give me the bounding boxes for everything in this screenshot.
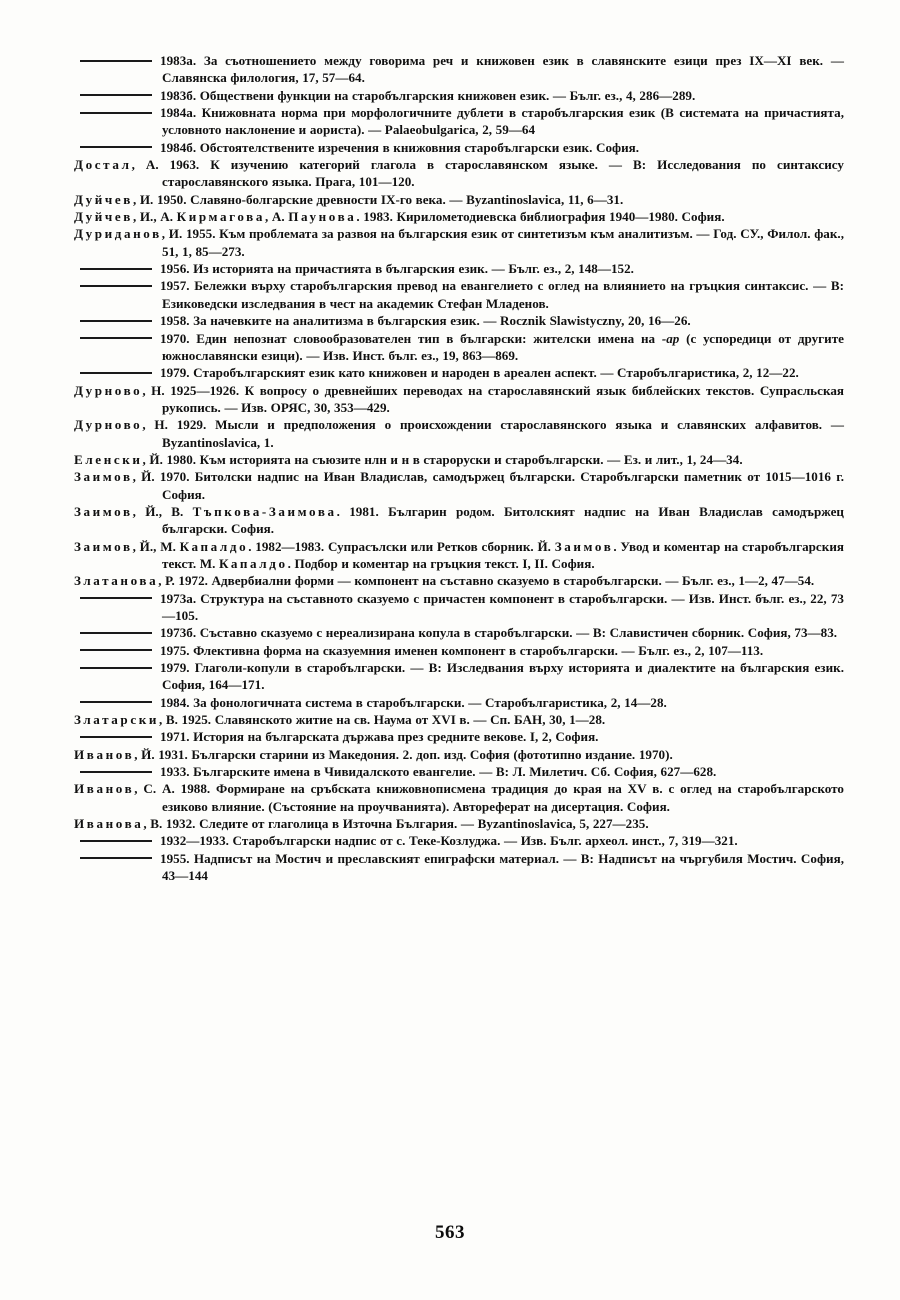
entry-text: . Подбор и коментар на гръцкия текст. I, II. София.: [287, 555, 595, 571]
entry-text: , Н. 1929. Мысли и предположения о происхождении старославянского языка и славянских алфавитов. — Byzantinoslavica, 1.: [142, 417, 844, 450]
bibliography-entry: [74, 503, 844, 538]
repeated-author-dash-icon: [80, 667, 152, 669]
entry-author-name: Паунова: [288, 209, 357, 225]
entry-author-name: Тъпкова-Заимова: [192, 503, 337, 519]
repeated-author-dash-icon: [80, 857, 152, 859]
repeated-author-dash-icon: [80, 112, 152, 114]
entry-text: 1984. За фонологичната система в старобългарски. — Старобългаристика, 2, 14—28.: [160, 694, 667, 710]
repeated-author-dash-icon: [80, 337, 152, 339]
entry-author-name: Дуйчев: [74, 191, 133, 207]
bibliography-entry: [74, 104, 844, 139]
bibliography-list: [74, 52, 844, 885]
entry-text: 1979. Старобългарският език като книжовен и народен в ареален аспект. — Старобългаристика, 2, 12—22.: [160, 365, 799, 381]
entry-text: . Увод и коментар на старобългарския текст. М.: [162, 538, 844, 571]
repeated-author-dash-icon: [80, 736, 152, 738]
entry-author-name: Иванов: [74, 781, 135, 797]
bibliography-entry: [74, 711, 844, 728]
bibliography-entry: [74, 572, 844, 589]
repeated-author-dash-icon: [80, 268, 152, 270]
entry-text: 1983а. За съотношението между говорима реч и книжовен език в славянските езици през IX—XI век. — Славянска филология, 17, 57—64.: [160, 53, 844, 86]
bibliography-entry: [74, 780, 844, 815]
repeated-author-dash-icon: [80, 840, 152, 842]
bibliography-entry: [74, 832, 844, 849]
entry-text: , А. 1963. К изучению категорий глагола в старославянском языке. — В: Исследования по синтаксису старославянского языка. Прага, 101—120.: [131, 157, 844, 190]
repeated-author-dash-icon: [80, 649, 152, 651]
entry-text: 1975. Флективна форма на сказуемния именен компонент в старобългарски. — Бълг. ез., 2, 107—113.: [160, 642, 764, 658]
entry-text: 1955. Надписът на Мостич и преславският епиграфски материал. — В: Надписът на чъргубиля Мостич. София, 43—144: [160, 850, 844, 884]
entry-text: 1979. Глаголи-копули в старобългарски. — В: Изследвания върху историята и диалектите на българския език. София, 164—171.: [160, 660, 844, 693]
entry-text: 1984б. Обстоятелствените изречения в книжовния старобългарски език. София.: [160, 139, 640, 155]
bibliography-entry: [74, 746, 844, 763]
entry-author-name: Достал: [74, 157, 132, 173]
bibliography-entry: [74, 139, 844, 156]
entry-text: 1984а. Книжовната норма при морфологичните дублети в старобългарския език (В системата на причастията, условното наклонение и аориста). — Palaeobulgarica, 2, 59—64: [160, 105, 844, 138]
entry-text: 1932—1933. Старобългарски надпис от с. Теке-Козлуджа. — Изв. Бълг. археол. инст., 7, 319—321.: [160, 833, 738, 849]
entry-text: , Й. 1980. Към историята на съюзите нлн и н в староруски и старобългарски. — Ез. и лит., 1, 24—34.: [142, 451, 743, 467]
repeated-author-dash-icon: [80, 320, 152, 322]
entry-text: , Й. 1970. Битолски надпис на Иван Владислав, самодържец български. Старобългарски паметник от 1015—1016 г. София.: [132, 469, 844, 502]
bibliography-entry: [74, 590, 844, 625]
entry-text: 1958. За начевките на аналитизма в българския език. — Rocznik Slawistyczny, 20, 16—26.: [160, 313, 691, 329]
entry-author-name: Капалдо: [218, 555, 288, 571]
entry-author-name: Кирмагова: [176, 209, 265, 225]
repeated-author-dash-icon: [80, 94, 152, 96]
entry-author-name: Златарски: [74, 712, 160, 728]
entry-author-name: Заимов: [74, 538, 133, 554]
entry-text: , А.: [264, 209, 289, 225]
entry-text: , Й. 1931. Български старини из Македония. 2. доп. изд. София (фототипно издание. 1970).: [134, 746, 673, 762]
entry-author-name: Капалдо: [179, 538, 249, 554]
entry-author-name: Заимов: [74, 469, 133, 485]
bibliography-entry: [74, 191, 844, 208]
bibliography-entry: [74, 225, 844, 260]
repeated-author-dash-icon: [80, 146, 152, 148]
entry-text: . 1981. Българин родом. Битолският надпис на Иван Владислав самодържец български. София.: [162, 503, 844, 537]
bibliography-entry: [74, 364, 844, 381]
repeated-author-dash-icon: [80, 372, 152, 374]
entry-author-name: Златанова: [74, 573, 159, 589]
bibliography-entry: [74, 87, 844, 104]
repeated-author-dash-icon: [80, 632, 152, 634]
entry-text: . 1982—1983. Супрасълски или Ретков сборник. Й.: [248, 538, 555, 554]
entry-author-name: Дурново: [74, 417, 143, 433]
entry-text: 1973б. Съставно сказуемо с нереализирана копула в старобългарски. — В: Славистичен сборник. София, 73—83.: [160, 625, 838, 641]
repeated-author-dash-icon: [80, 771, 152, 773]
entry-text: 1970. Един непознат словообразователен тип в български: жителски имена на: [160, 330, 662, 346]
entry-text: 1933. Българските имена в Чивидалското евангелие. — В: Л. Милетич. Сб. София, 627—628.: [160, 764, 717, 780]
entry-text: , Й., В.: [132, 503, 193, 519]
entry-text: , Р. 1972. Адвербиални форми — компонент на съставно сказуемо в старобългарски. — Бълг. ез., 1—2, 47—54.: [158, 573, 815, 589]
bibliography-entry: [74, 728, 844, 745]
entry-text: 1957. Бележки върху старобългарския превод на евангелието с оглед на влиянието на гръцкия синтаксис. — В: Езиковедски изследвания в чест на академик Стефан Младенов.: [160, 278, 844, 311]
entry-author-name: Заимов: [554, 538, 614, 554]
bibliography-entry: [74, 416, 844, 451]
repeated-author-dash-icon: [80, 701, 152, 703]
bibliography-entry: [74, 624, 844, 641]
entry-text: . 1983. Кирилометодиевска библиография 1940—1980. София.: [356, 209, 725, 225]
entry-author-name: Дуриданов: [74, 226, 162, 242]
bibliography-entry: [74, 850, 844, 885]
bibliography-entry: [74, 156, 844, 191]
repeated-author-dash-icon: [80, 597, 152, 599]
entry-text: 1971. История на българската държава през средните векове. I, 2, София.: [160, 729, 599, 745]
entry-text: , И., А.: [132, 209, 177, 225]
entry-author-name: Дуйчев: [74, 209, 133, 225]
bibliography-entry: [74, 694, 844, 711]
repeated-author-dash-icon: [80, 60, 152, 62]
entry-italic-term: -ар: [661, 330, 680, 346]
bibliography-entry: [74, 763, 844, 780]
entry-text: (с успоредици от другите южнославянски езици). — Изв. Инст. бълг. ез., 19, 863—869.: [162, 330, 844, 363]
bibliography-entry: [74, 451, 844, 468]
entry-text: 1983б. Обществени функции на старобългарския книжовен език. — Бълг. ез., 4, 286—289.: [160, 87, 696, 103]
bibliography-entry: [74, 330, 844, 365]
entry-text: , С. А. 1988. Формиране на сръбската книжовнописмена традиция до края на XV в. с оглед на старобългарското езиково влияние. (Състояние на проучванията). Автореферат на дисертация. София.: [134, 781, 844, 814]
repeated-author-dash-icon: [80, 285, 152, 287]
page-number: 563: [435, 1222, 465, 1243]
bibliography-entry: [74, 642, 844, 659]
entry-text: , Й., М.: [132, 538, 180, 554]
entry-text: 1973а. Структура на съставното сказуемо с причастен компонент в старобългарски. — Изв. Инст. бълг. ез., 22, 73—105.: [160, 590, 844, 623]
bibliography-entry: [74, 277, 844, 312]
entry-author-name: Дурново: [74, 382, 143, 398]
entry-text: 1956. Из историята на причастията в българския език. — Бълг. ез., 2, 148—152.: [160, 261, 634, 277]
bibliography-entry: [74, 260, 844, 277]
bibliography-entry: [74, 538, 844, 573]
entry-text: , В. 1932. Следите от глаголица в Източна България. — Byzantinoslavica, 5, 227—235.: [143, 816, 649, 832]
entry-author-name: Заимов: [74, 503, 133, 519]
entry-author-name: Еленски: [74, 451, 143, 467]
bibliography-entry: [74, 382, 844, 417]
bibliography-entry: [74, 52, 844, 87]
bibliography-entry: [74, 208, 844, 225]
entry-text: , Н. 1925—1926. К вопросу о древнейших переводах на старославянский язык библейских текстов. Супрасльская рукопись. — Изв. ОРЯС, 30, 353—429.: [142, 382, 844, 415]
entry-text: , И. 1955. Към проблемата за развоя на българския език от синтетизъм към аналитизъм. — Год. СУ., Филол. фак., 51, 1, 85—273.: [161, 226, 844, 259]
bibliography-entry: [74, 659, 844, 694]
bibliography-entry: [74, 312, 844, 329]
entry-text: , В. 1925. Славянското житие на св. Наума от XVI в. — Сп. БАН, 30, 1—28.: [159, 712, 606, 728]
bibliography-entry: [74, 815, 844, 832]
entry-author-name: Иванова: [74, 816, 144, 832]
bibliography-entry: [74, 468, 844, 503]
entry-author-name: Иванов: [74, 746, 135, 762]
entry-text: , И. 1950. Славяно-болгарские древности IX-го века. — Byzantinoslavica, 11, 6—31.: [132, 191, 624, 207]
